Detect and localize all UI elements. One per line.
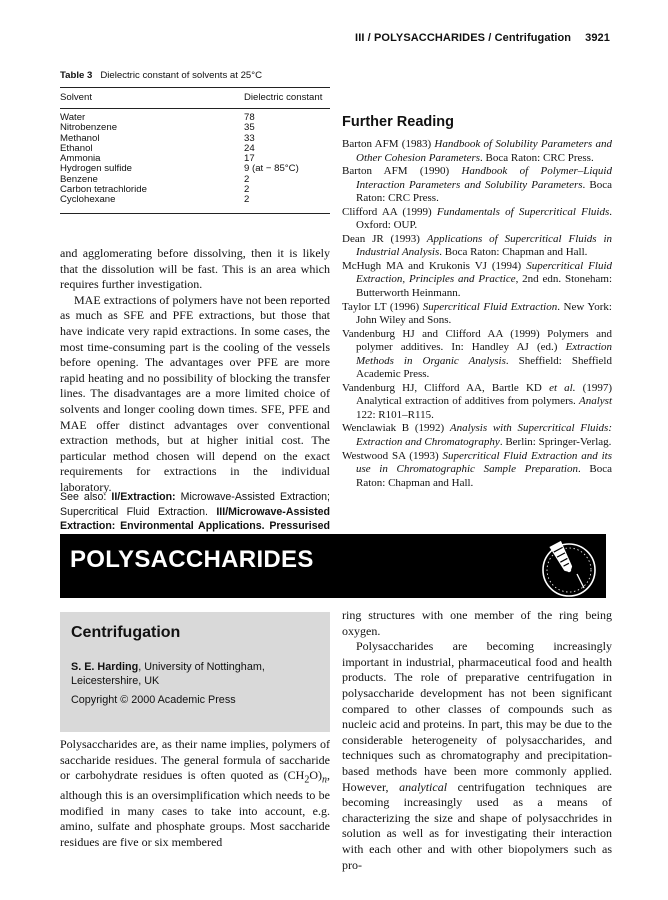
reference-item: [342, 328, 612, 382]
table-row: [60, 134, 330, 144]
subscript: 2: [304, 774, 310, 786]
ref-text: Dean JR (1993): [342, 232, 427, 245]
table-caption: [60, 70, 330, 81]
reference-item: [342, 165, 612, 206]
value-cell: 2: [244, 194, 250, 206]
solvent-cell: Nitrobenzene: [60, 122, 118, 134]
ref-text: McHugh MA and Krukonis VJ (1994): [342, 259, 527, 272]
text-run: , although this is an oversimplification which needs to be modified in many cases to take into account, e.g. amino, sulfate and phosphate groups. Most saccharide residues are five or six membered: [60, 768, 330, 849]
ref-text: . Berlin: Springer-Verlag.: [499, 436, 612, 449]
further-reading-title: Further Reading: [342, 114, 454, 130]
text-run: centrifugation techniques are becoming increasingly used as a means of characterizing the size and shape of polysacchrides in solution as well as for investigating their interaction with each other and with other biopolymers such as pro-: [342, 779, 612, 872]
solvent-cell: Benzene: [60, 173, 98, 185]
value-cell: 9 (at − 85°C): [244, 163, 299, 175]
value-cell: 2: [244, 173, 250, 185]
ref-text: (1997) Analytical extraction of additives from polymers.: [356, 381, 613, 408]
reference-item: [342, 233, 612, 260]
table-row: [60, 123, 330, 133]
ref-title: Fundamentals of Supercritical Fluids: [436, 205, 610, 218]
solvent-cell: Carbon tetrachloride: [60, 184, 147, 196]
reference-item: [342, 450, 612, 491]
ref-text: . Sheffield: Sheffield Academic Press.: [356, 354, 612, 381]
paragraph: [60, 737, 330, 851]
ref-text: Vandenburg HJ and Clifford AA (1999) Polymers and polymer additives. In: Handley AJ (ed.): [342, 327, 612, 354]
reference-item: [342, 301, 612, 328]
reference-item: [342, 382, 612, 423]
ref-text: Vandenburg HJ, Clifford AA, Bartle KD: [342, 381, 550, 394]
value-cell: 33: [244, 132, 255, 144]
reference-item: [342, 138, 612, 165]
ref-text: . Boca Raton: CRC Press.: [356, 178, 612, 205]
ref-title: Handbook of Polymer–Liquid Interaction Parameters and Solubility Parameters: [356, 165, 612, 191]
ref-text: . Boca Raton: CRC Press.: [480, 151, 594, 164]
value-cell: 2: [244, 184, 250, 196]
table-body: [60, 109, 330, 213]
table-header-solvent: Solvent: [60, 92, 92, 103]
value-cell: 78: [244, 112, 255, 123]
solvent-cell: Hydrogen sulfide: [60, 163, 132, 175]
ref-text: Westwood SA (1993): [342, 449, 443, 462]
table-row: [60, 195, 330, 205]
paragraph: MAE extractions of polymers have not been reported as much as SFE and PFE extractions, but those that have indicate very rapid extractions. In some cases, the most time-consuming part is the cooling of the vessels before opening. The advantages over PFE are more rapid heating and no possibility of blocking the transfer lines. The disadvantages are a more limited choice of solvents and longer cooling down times. SFE, PFE and MAE offer distinct advantages over conventional extraction methods, but at higher initial cost. The particular method chosen will depend on the exact requirements for extractions in the individual laboratory.: [60, 292, 330, 494]
see-also-label: See also:: [60, 491, 107, 503]
paragraph: [342, 639, 612, 873]
solvent-cell: Water: [60, 112, 86, 123]
ref-text: . Oxford: OUP.: [356, 205, 612, 232]
table-3: [60, 70, 330, 214]
table-header-row: [60, 88, 330, 108]
article-title: Centrifugation: [71, 624, 181, 641]
running-head-title: III / POLYSACCHARIDES / Centrifugation: [355, 32, 572, 44]
author-affiliation: , University of Nottingham, Leicestershire, UK: [71, 661, 265, 687]
value-cell: 17: [244, 153, 255, 165]
ref-title: Handbook of Solubility Parameters and Other Cohesion Parameters: [356, 138, 613, 164]
subscript: n: [322, 774, 327, 786]
table-label: Table 3: [60, 70, 93, 81]
text-run: Polysaccharides are becoming increasingly important in industrial, pharmaceutical food and health products. The role of preparative centrifugation in polysaccharide development has not been significant compared to other classes of compounds such as nucleic acid and proteins. In part, this may be due to the considerable heterogeneity of polysaccharides, and techniques such as chromatography and precipitation-based methods have been more commonly applied. However,: [342, 639, 612, 794]
ref-title: Supercritical Fluid Extraction, Principles and Practice: [356, 259, 613, 286]
ref-title: Applications of Supercritical Fluids in Industrial Analysis: [356, 232, 612, 259]
copyright-symbol: ©: [120, 694, 129, 706]
solvent-cell: Ammonia: [60, 153, 101, 165]
reference-list: [342, 138, 612, 490]
text-run: Polysaccharides are, as their name implies, polymers of saccharide residues. The general formula of saccharide or carbohydrate residues is often quoted as (CH: [60, 737, 330, 783]
ref-text: 122: R101–R115.: [356, 408, 434, 421]
intro-right-text: [342, 608, 612, 873]
ref-title: Extraction Methods in Organic Analysis: [356, 341, 612, 367]
table-bottom-rule: [60, 213, 330, 214]
value-cell: 24: [244, 142, 255, 154]
left-column-text: [60, 246, 330, 496]
copyright-text: 2000 Academic Press: [131, 694, 236, 706]
solvent-cell: Methanol: [60, 132, 100, 144]
value-cell: 35: [244, 122, 255, 134]
ref-text: Taylor LT (1996): [342, 300, 423, 313]
ref-text: , 2nd edn. Stoneham: Butterworth Heinmann.: [356, 273, 612, 300]
text-run: O): [309, 768, 322, 783]
ref-text: Barton AFM (1990): [342, 165, 462, 178]
author-name: S. E. Harding: [71, 661, 139, 673]
centrifuge-tube-icon: [532, 532, 604, 604]
section-banner-title: POLYSACCHARIDES: [70, 546, 314, 573]
table-caption-text: Dielectric constant of solvents at 25°C: [100, 70, 263, 81]
ref-title: Supercritical Fluid Extraction: [422, 300, 558, 313]
text-run: analytical: [399, 779, 448, 794]
copyright-label: Copyright: [71, 694, 118, 706]
ref-text: Wenclawiak B (1992): [342, 422, 450, 435]
ref-text: . New York: John Wiley and Sons.: [356, 300, 612, 327]
ref-title: Supercritical Fluid Extraction and its use in Chromatographic Sample Preparation: [356, 449, 612, 476]
see-also-ref-link[interactable]: III/Microwave-Assisted Extraction: Environmental Applications. Pressurised: [60, 505, 330, 532]
table-row: [60, 164, 330, 174]
intro-left-text: [60, 737, 330, 851]
running-head: [355, 32, 610, 44]
copyright-line: [71, 694, 236, 706]
ref-text: . Boca Raton: Chapman and Hall.: [356, 463, 612, 489]
solvent-cell: Ethanol: [60, 142, 93, 154]
see-also-ref-text[interactable]: Microwave-Assisted Extraction; Supercritical Fluid Extraction.: [60, 491, 330, 518]
author-line: [71, 661, 321, 688]
reference-item: [342, 206, 612, 233]
reference-item: [342, 422, 612, 449]
solvent-cell: Cyclohexane: [60, 194, 116, 206]
paragraph: and agglomerating before dissolving, then it is likely that the dissolution will be fast. This is an area which requires further investigation.: [60, 246, 330, 292]
table-header-dielectric: Dielectric constant: [244, 92, 323, 103]
ref-journal: Analyst: [579, 395, 612, 408]
ref-title: et al.: [549, 381, 576, 394]
ref-text: Barton AFM (1983): [342, 138, 435, 150]
page-number: 3921: [585, 32, 610, 44]
ref-text: . Boca Raton: Chapman and Hall.: [439, 246, 588, 259]
reference-item: [342, 260, 612, 301]
ref-title: Analysis with Supercritical Fluids: Extraction and Chromatography: [356, 422, 612, 449]
ref-text: Clifford AA (1999): [342, 205, 437, 218]
paragraph: ring structures with one member of the ring being oxygen.: [342, 608, 612, 638]
see-also-ref-link[interactable]: II/Extraction:: [111, 491, 176, 503]
